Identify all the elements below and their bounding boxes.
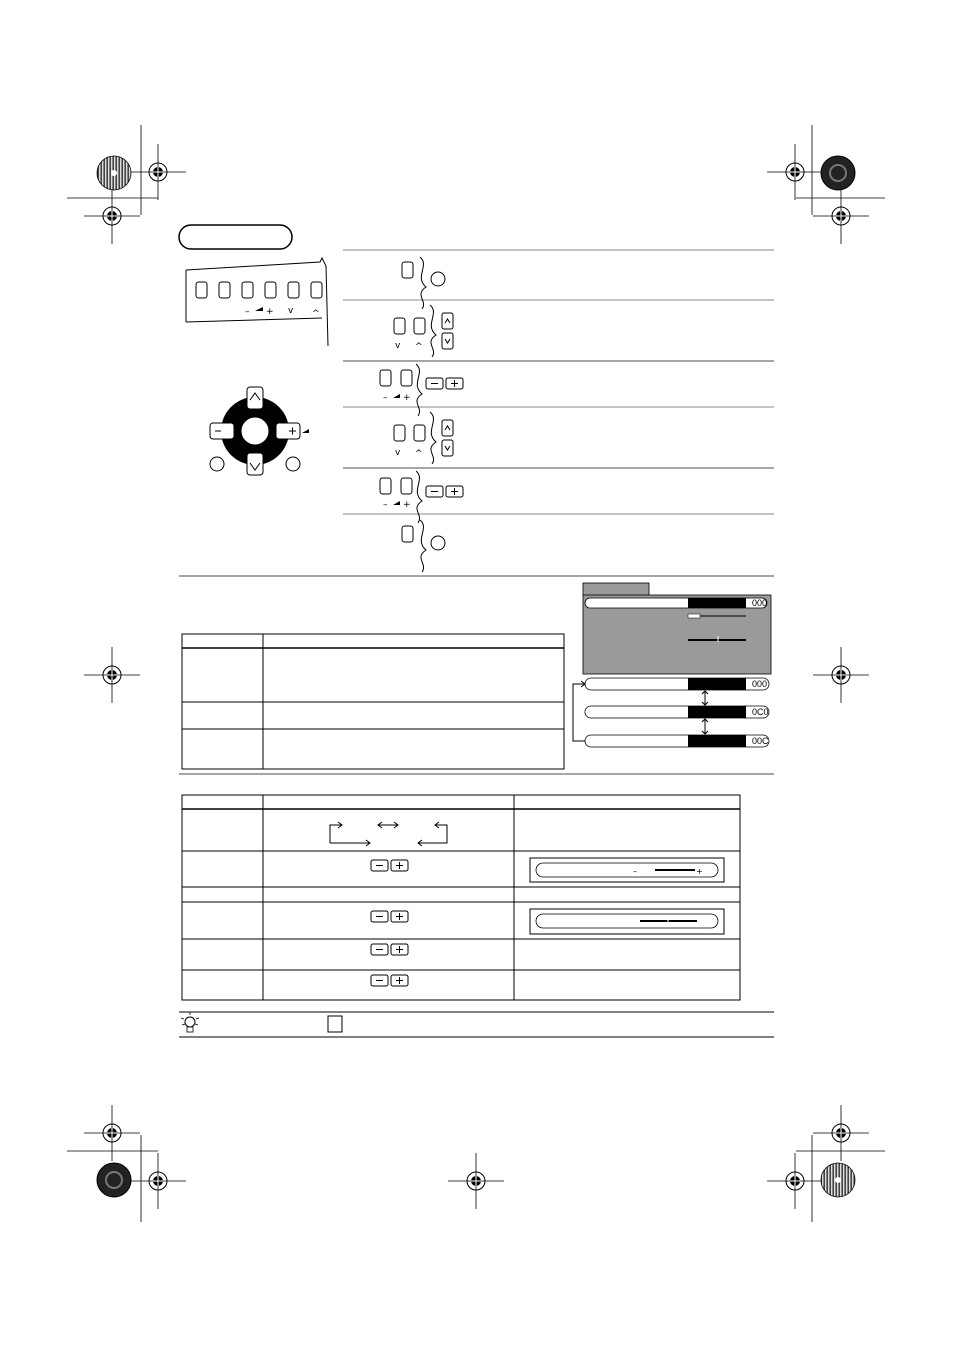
tv-front-panel-illustration: [186, 258, 328, 346]
left-round-button[interactable]: [210, 457, 224, 471]
lightbulb-icon: [181, 1012, 199, 1032]
volume-icon: [302, 429, 309, 433]
section-title-pill: [179, 225, 292, 249]
osd-value: 000: [752, 598, 768, 608]
svg-text:0C0: 0C0: [752, 707, 769, 717]
osd-slider-sample-1: [530, 858, 724, 882]
minus-button[interactable]: [210, 423, 234, 439]
svg-text:v: v: [395, 341, 401, 351]
key-symbol-box: [328, 1016, 342, 1032]
vol-plus-label: +: [266, 307, 274, 317]
step-row-6: [402, 520, 445, 572]
svg-text:+: +: [696, 867, 703, 876]
tip-bar: [179, 1012, 774, 1037]
svg-text:v: v: [395, 448, 401, 458]
step-row-4: [394, 412, 453, 464]
remote-navigation-pad: [210, 387, 309, 475]
svg-text:00C: 00C: [752, 736, 769, 746]
svg-text:+: +: [403, 500, 411, 510]
step-list: [343, 250, 774, 572]
svg-text:–: –: [383, 393, 388, 403]
step-row-1: [402, 257, 445, 309]
down-button[interactable]: [247, 453, 263, 475]
svg-text:^: ^: [415, 449, 423, 459]
plus-button[interactable]: [276, 423, 300, 439]
table-1: [182, 634, 564, 769]
vol-minus-label: –: [245, 307, 250, 317]
prog-down-label: v: [288, 306, 294, 316]
svg-text:–: –: [633, 867, 637, 876]
step-row-2: [394, 305, 453, 357]
osd-menu-illustration: [573, 583, 771, 747]
color-targets: [97, 156, 855, 1197]
step-row-5: [380, 471, 463, 523]
table-2: [182, 795, 740, 1000]
svg-text:000: 000: [752, 679, 768, 689]
volume-icon: [255, 307, 263, 311]
svg-text:^: ^: [415, 342, 423, 352]
up-button[interactable]: [247, 387, 263, 409]
osd-slider-sample-2: [530, 909, 724, 934]
svg-text:+: +: [403, 393, 411, 403]
prog-up-label: ^: [312, 309, 320, 319]
step-row-3: [380, 364, 463, 416]
right-round-button[interactable]: [286, 457, 300, 471]
svg-text:–: –: [383, 500, 388, 510]
cycle-diagram: [330, 822, 447, 846]
